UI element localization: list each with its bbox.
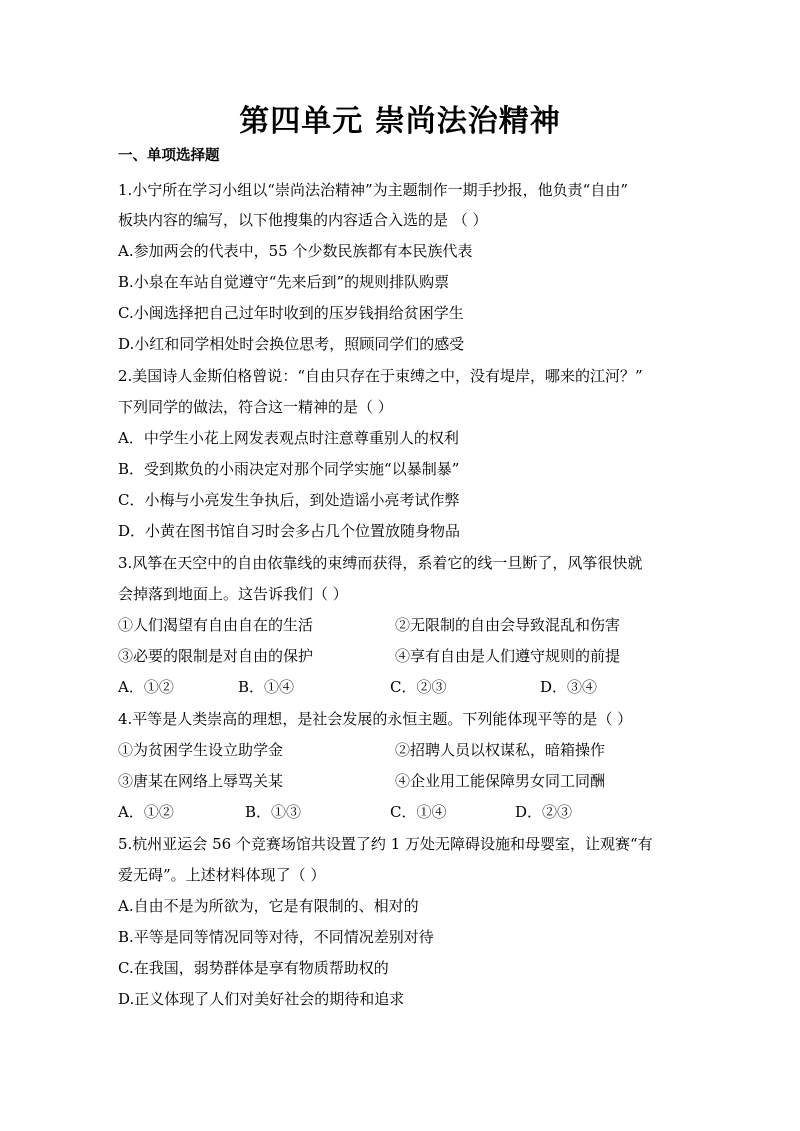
- q3-choice-c: C．②③: [390, 678, 447, 696]
- q2-option-b: B．受到欺负的小雨决定对那个同学实施“以暴制暴”: [118, 460, 460, 478]
- q5-stem-line-2: 爱无碍”。上述材料体现了（ ）: [118, 866, 326, 884]
- q1-option-a: A.参加两会的代表中，55 个少数民族都有本民族代表: [118, 242, 473, 260]
- q3-choice-d: D．③④: [540, 678, 598, 696]
- q4-choice-b: B．①③: [245, 803, 302, 821]
- q3-stem-line-2: 会掉落到地面上。这告诉我们（ ）: [118, 585, 348, 603]
- q5-option-a: A.自由不是为所欲为，它是有限制的、相对的: [118, 897, 419, 915]
- q4-choice-a: A．①②: [118, 803, 174, 821]
- q4-stem-line-1: 4.平等是人类崇高的理想，是社会发展的永恒主题。下列能体现平等的是（ ）: [118, 710, 633, 728]
- q2-option-d: D．小黄在图书馆自习时会多占几个位置放随身物品: [118, 522, 461, 540]
- q3-item-1: ①人们渴望有自由自在的生活: [118, 616, 314, 634]
- q1-option-c: C.小闽选择把自己过年时收到的压岁钱捐给贫困学生: [118, 304, 464, 322]
- q4-item-3: ③唐某在网络上辱骂关某: [118, 772, 284, 790]
- q4-choice-c: C．①④: [390, 803, 447, 821]
- q2-option-a: A．中学生小花上网发表观点时注意尊重别人的权利: [118, 429, 459, 447]
- q3-choice-a: A．①②: [118, 678, 174, 696]
- q4-item-2: ②招聘人员以权谋私，暗箱操作: [395, 741, 606, 759]
- q3-choice-b: B．①④: [238, 678, 295, 696]
- page-title: 第四单元 崇尚法治精神: [239, 104, 561, 139]
- q1-option-b: B.小泉在车站自觉遵守“先来后到”的规则排队购票: [118, 273, 450, 291]
- q5-option-d: D.正义体现了人们对美好社会的期待和追求: [118, 990, 405, 1008]
- q5-option-b: B.平等是同等情况同等对待，不同情况差别对待: [118, 928, 434, 946]
- q4-choice-d: D．②③: [515, 803, 573, 821]
- q3-item-4: ④享有自由是人们遵守规则的前提: [395, 647, 621, 665]
- q2-option-c: C．小梅与小亮发生争执后，到处造谣小亮考试作弊: [118, 491, 460, 509]
- q5-option-c: C.在我国，弱势群体是享有物质帮助权的: [118, 959, 389, 977]
- q3-stem-line-1: 3.风筝在天空中的自由依靠线的束缚而获得，系着它的线一旦断了，风筝很快就: [118, 554, 643, 572]
- q1-stem-line-1: 1.小宁所在学习小组以“崇尚法治精神”为主题制作一期手抄报，他负责“自由”: [118, 181, 628, 199]
- q4-item-1: ①为贫困学生设立助学金: [118, 741, 284, 759]
- q2-stem-line-2: 下列同学的做法，符合这一精神的是（ ）: [118, 398, 393, 416]
- q3-item-2: ②无限制的自由会导致混乱和伤害: [395, 616, 621, 634]
- q4-item-4: ④企业用工能保障男女同工同酬: [395, 772, 606, 790]
- q1-option-d: D.小红和同学相处时会换位思考，照顾同学们的感受: [118, 335, 465, 353]
- q2-stem-line-1: 2.美国诗人金斯伯格曾说：“自由只存在于束缚之中，没有堤岸，哪来的江河？”: [118, 367, 643, 385]
- q1-stem-line-2: 板块内容的编写，以下他搜集的内容适合入选的是 （ ）: [118, 211, 488, 229]
- q5-stem-line-1: 5.杭州亚运会 56 个竞赛场馆共设置了约 1 万处无障碍设施和母婴室，让观赛“有: [118, 835, 653, 853]
- q3-item-3: ③必要的限制是对自由的保护: [118, 647, 314, 665]
- section-heading: 一、单项选择题: [118, 148, 220, 164]
